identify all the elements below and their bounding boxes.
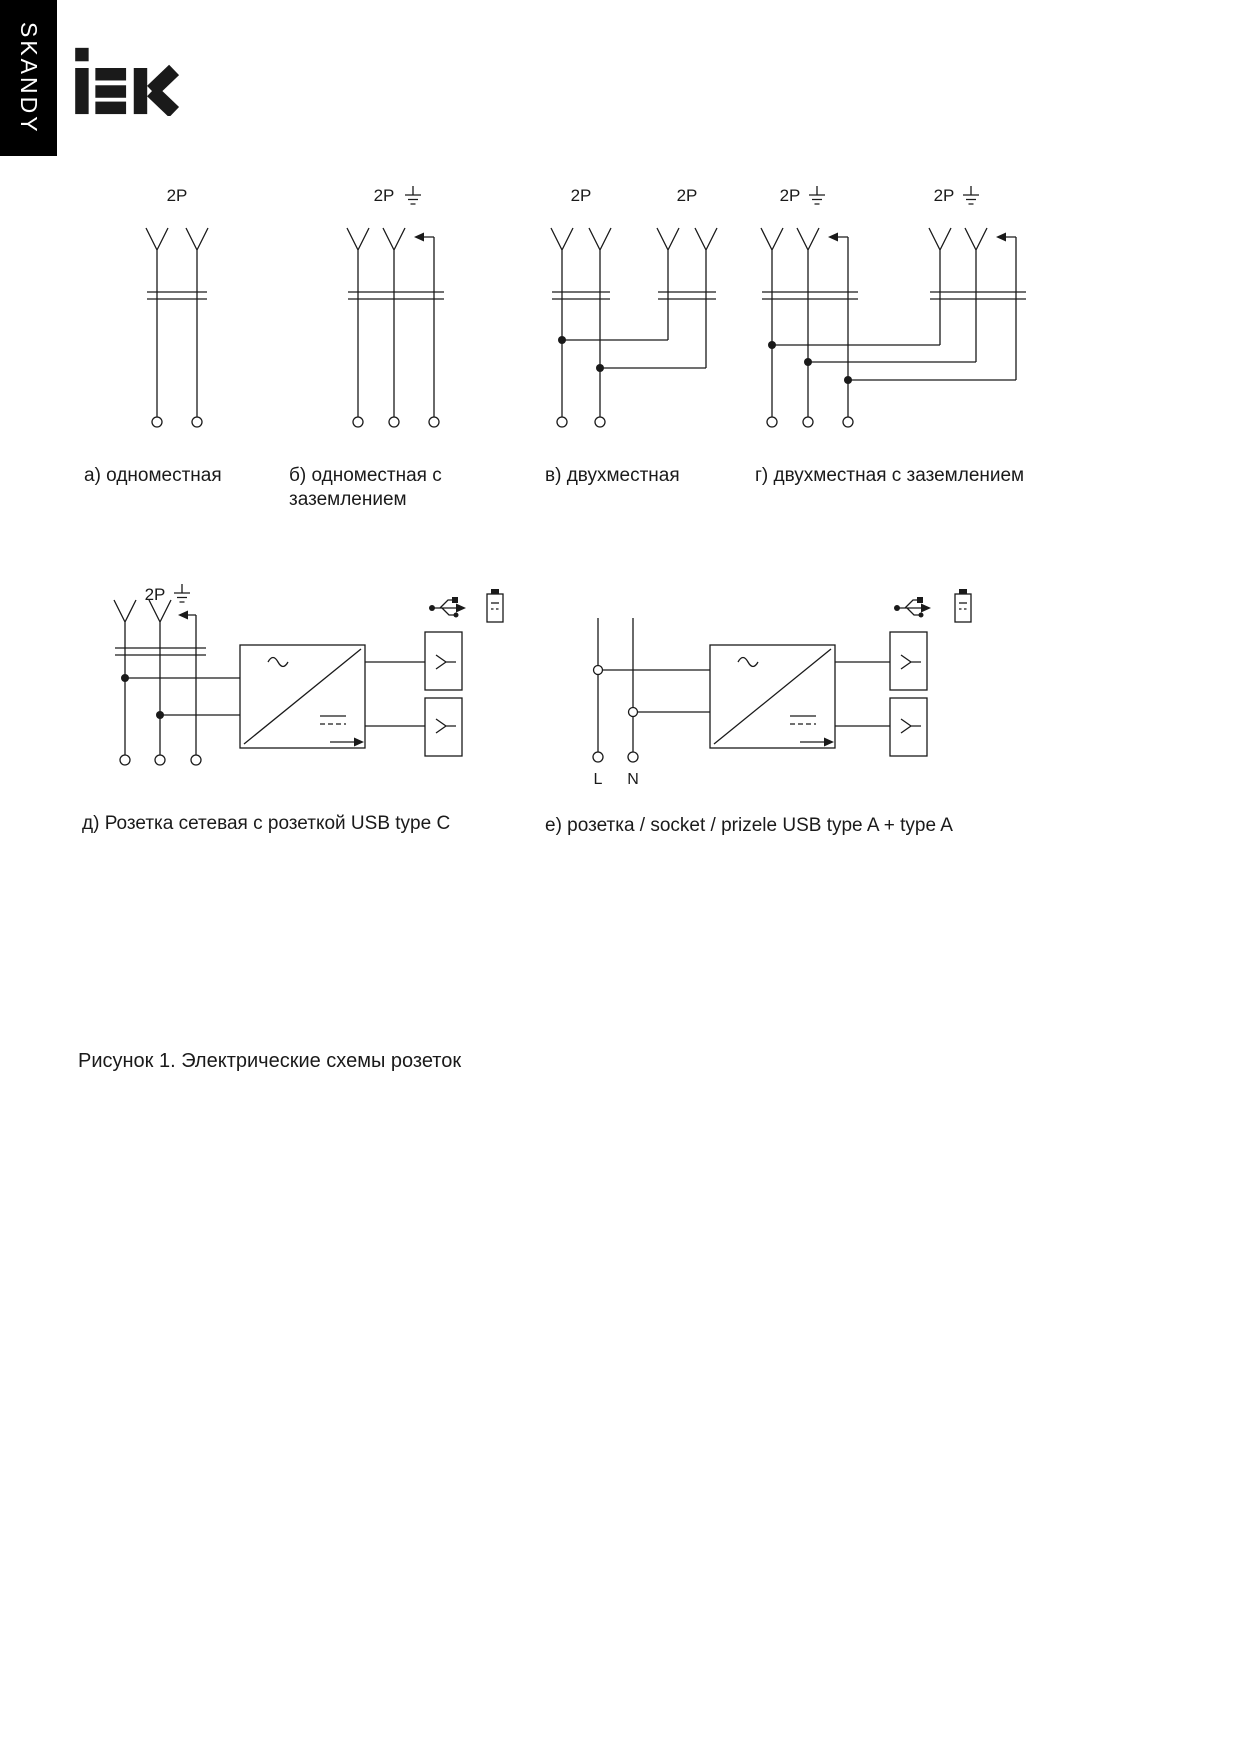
- power-converter-block: [710, 645, 835, 748]
- usb-port-box: [890, 632, 927, 690]
- diagram-double-socket: [551, 186, 717, 427]
- figure-caption: Рисунок 1. Электрические схемы розеток: [78, 1050, 462, 1072]
- diagram-double-socket-grounded: [761, 186, 1026, 427]
- usb-port-box: [890, 698, 927, 756]
- terminal-count-label: 2P: [373, 186, 395, 205]
- side-tab-label: SKANDY: [16, 21, 42, 135]
- diagram-single-socket-grounded: [347, 186, 444, 427]
- power-converter-block: [240, 645, 365, 748]
- battery-icon: [955, 589, 971, 622]
- caption-v: в) двухместная: [545, 465, 680, 486]
- ground-icon: [809, 186, 825, 204]
- ground-icon: [963, 186, 979, 204]
- terminal-count-label: 2P: [144, 585, 166, 604]
- terminal-count-label-left: 2P: [570, 186, 592, 205]
- terminal-count-label: 2P: [166, 186, 188, 205]
- caption-e: е) розетка / socket / prizele USB type A + type A: [545, 815, 953, 836]
- output-arrow: [354, 738, 364, 747]
- caption-a: а) одноместная: [84, 465, 222, 486]
- usb-icon: [429, 597, 466, 618]
- usb-icon: [894, 597, 931, 618]
- battery-icon: [487, 589, 503, 622]
- output-arrow: [824, 738, 834, 747]
- terminal-count-label-right: 2P: [933, 186, 955, 205]
- terminal-count-label-left: 2P: [779, 186, 801, 205]
- ground-contact-arrow: [828, 233, 838, 242]
- caption-d: д) Розетка сетевая с розеткой USB type C: [82, 813, 451, 834]
- ground-contact-arrow: [996, 233, 1006, 242]
- usb-port-box: [425, 698, 462, 756]
- terminal-count-label-right: 2P: [676, 186, 698, 205]
- diagram-socket-usb-type-c: [114, 584, 503, 765]
- diagram-socket-usb-type-a: [593, 589, 971, 788]
- ground-icon: [405, 186, 421, 204]
- line-terminal-label: L: [593, 771, 603, 788]
- ground-contact-arrow: [414, 233, 424, 242]
- caption-b: б) одноместная с заземлением: [289, 465, 442, 510]
- usb-port-box: [425, 632, 462, 690]
- ground-icon: [174, 584, 190, 602]
- ground-contact-arrow: [178, 611, 188, 620]
- diagram-single-socket: [146, 186, 208, 427]
- neutral-terminal-label: N: [627, 771, 639, 788]
- caption-g: г) двухместная с заземлением: [755, 465, 1025, 486]
